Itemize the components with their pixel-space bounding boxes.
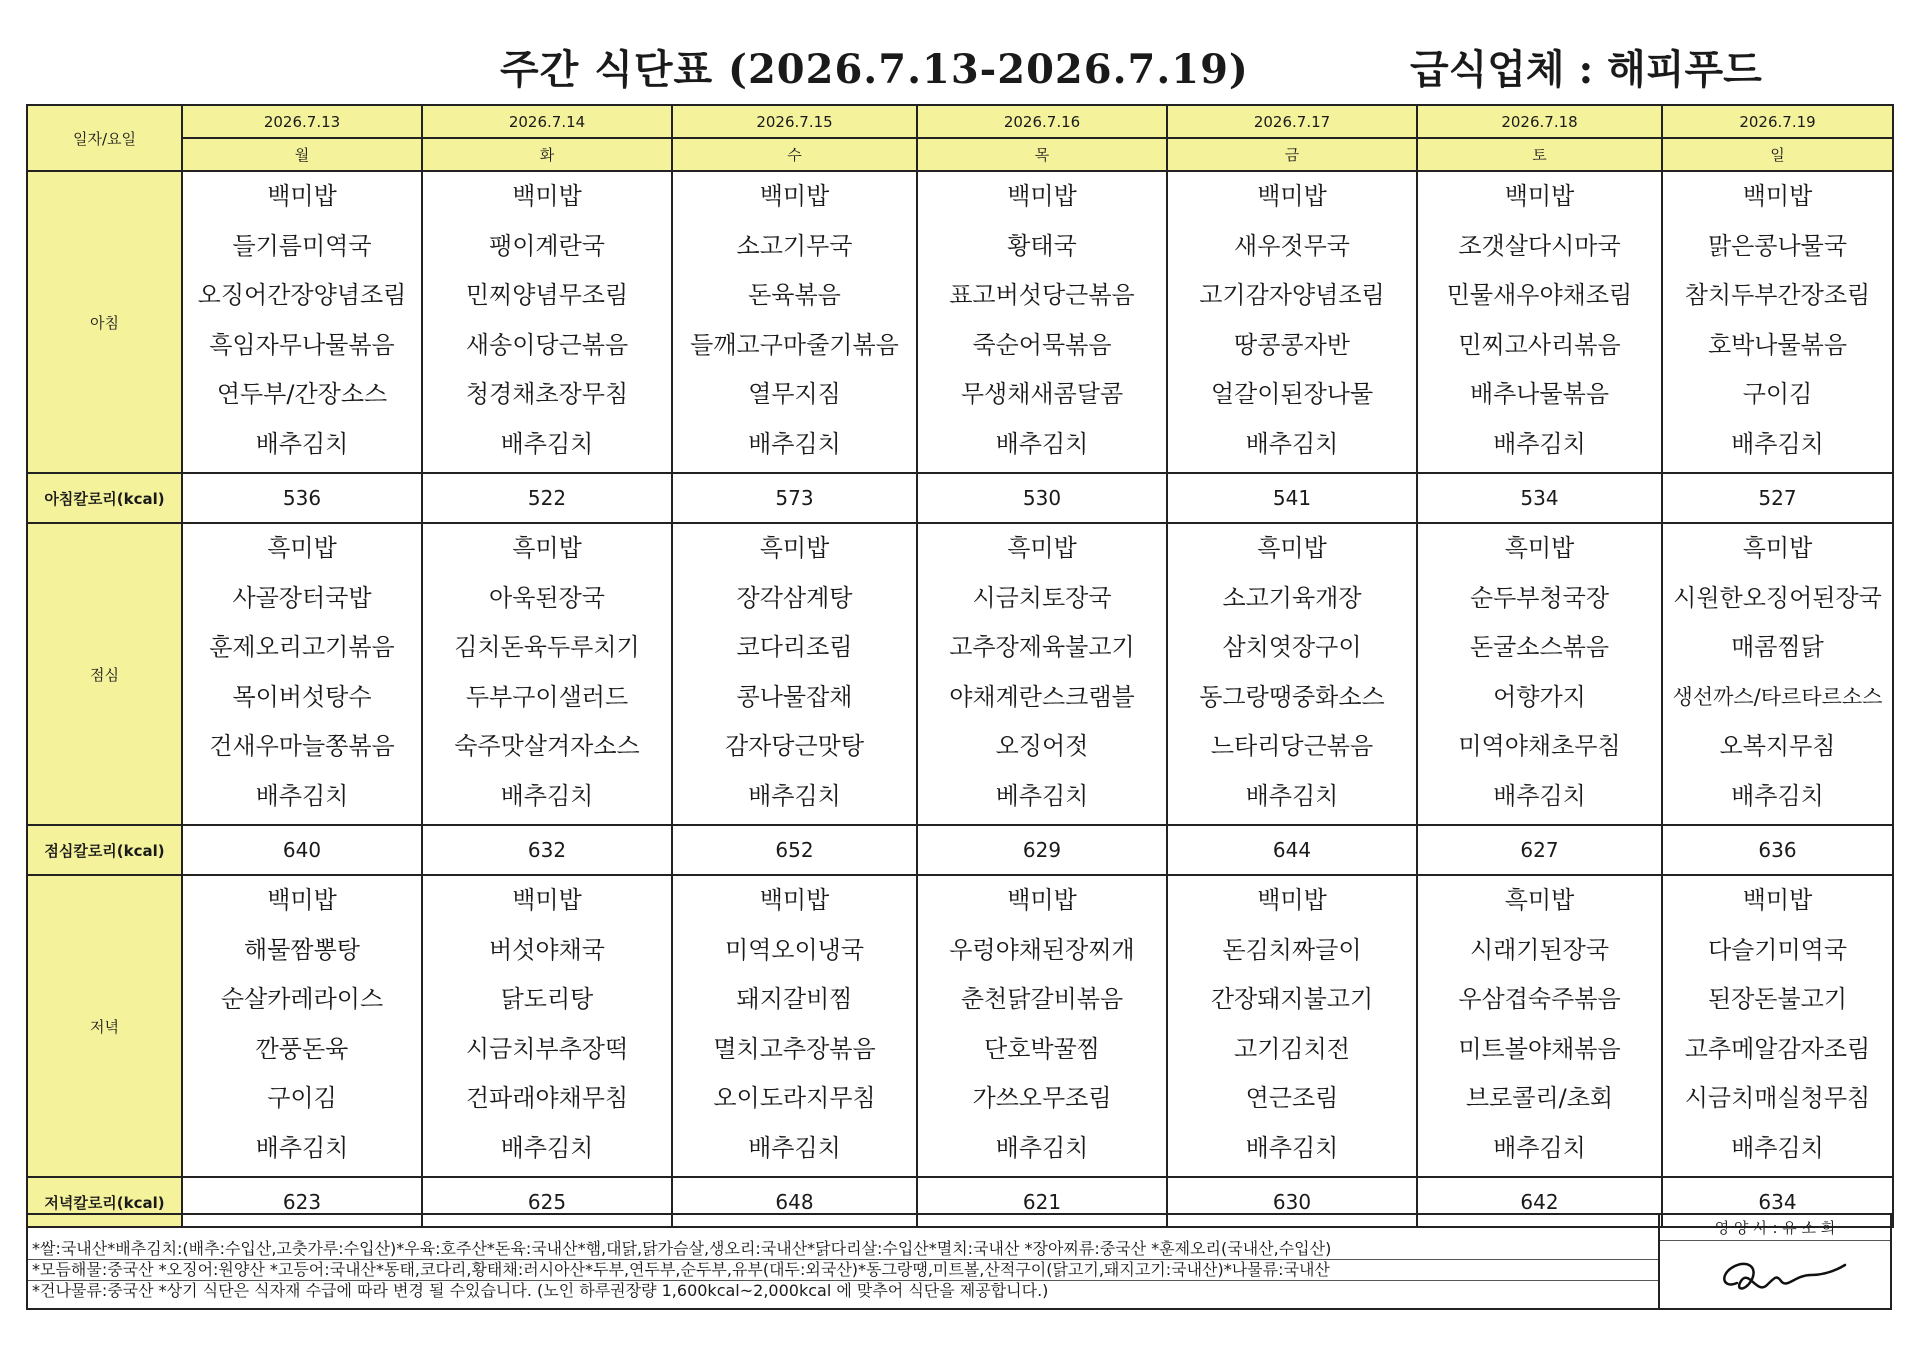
dish-item: 코다리조림 — [736, 633, 853, 661]
dish-item: 배추김치 — [1245, 781, 1339, 810]
dish-item: 팽이계란국 — [489, 231, 605, 260]
dish-item: 고추장제육불고기 — [949, 633, 1135, 661]
dish-item: 브로콜리/초회 — [1465, 1084, 1614, 1112]
dish-item: 무생채새콤달콤 — [960, 380, 1124, 408]
kcal-value: 534 — [1417, 473, 1662, 523]
weekday-cell: 목 — [917, 138, 1167, 171]
dish-item: 민찌고사리볶음 — [1458, 330, 1621, 359]
dish-item: 흑미밥 — [267, 534, 337, 562]
meal-cell — [182, 875, 422, 1177]
meal-label: 점심 — [27, 523, 182, 825]
date-cell: 2026.7.13 — [182, 105, 422, 138]
dish-item: 호박나물볶음 — [1707, 330, 1848, 359]
weekday-cell: 일 — [1662, 138, 1893, 171]
vendor-label: 급식업체 : 해피푸드 — [1410, 46, 1762, 93]
kcal-row — [27, 473, 1893, 523]
kcal-value: 530 — [917, 473, 1167, 523]
kcal-value: 573 — [672, 473, 917, 523]
meal-cell — [672, 171, 917, 473]
dish-item: 배추김치 — [748, 429, 841, 458]
dish-item: 시금치토장국 — [972, 583, 1112, 612]
dish-item: 백미밥 — [1257, 182, 1327, 210]
dish-item: 백미밥 — [1742, 886, 1813, 914]
kcal-value: 527 — [1662, 473, 1893, 523]
dish-item: 두부구이샐러드 — [465, 682, 629, 711]
dish-item: 백미밥 — [1257, 886, 1327, 914]
dish-item: 배추김치 — [995, 1133, 1089, 1162]
kcal-value: 642 — [1417, 1177, 1662, 1227]
dish-item: 배추김치 — [748, 1133, 841, 1162]
dish-item: 우삼겹숙주볶음 — [1458, 985, 1621, 1013]
dish-item: 느타리당근볶음 — [1210, 732, 1374, 760]
dish-item: 백미밥 — [267, 886, 337, 914]
dish-item: 시원한오징어된장국 — [1673, 583, 1882, 612]
dish-item: 돈김치짜글이 — [1222, 935, 1362, 964]
dish-item: 흑미밥 — [1504, 534, 1575, 562]
dish-item: 배추김치 — [1493, 429, 1586, 458]
dish-item: 들깨고구마줄기볶음 — [690, 330, 899, 359]
dish-item: 배추김치 — [995, 429, 1089, 458]
dish-item: 배추김치 — [255, 429, 349, 458]
dish-item: 베추김치 — [995, 781, 1089, 810]
dish-item: 단호박꿀찜 — [984, 1034, 1100, 1063]
kcal-value: 634 — [1662, 1177, 1893, 1227]
meal-cell — [1417, 523, 1662, 825]
meal-cell — [1167, 875, 1417, 1177]
dish-item: 멸치고추장볶음 — [713, 1034, 876, 1063]
dish-item: 우렁야채된장찌개 — [949, 935, 1135, 964]
kcal-value: 648 — [672, 1177, 917, 1227]
dish-item: 땅콩콩자반 — [1234, 330, 1350, 359]
dish-item: 흑임자무나물볶음 — [209, 330, 395, 359]
dish-item: 백미밥 — [1504, 182, 1575, 210]
kcal-value: 640 — [182, 825, 422, 875]
meal-cell — [1662, 171, 1893, 473]
meal-cell — [1662, 523, 1893, 825]
date-header-row — [27, 105, 1893, 138]
weekday-cell: 화 — [422, 138, 672, 171]
weekday-header-row — [27, 138, 1893, 171]
dish-item: 순두부청국장 — [1469, 583, 1610, 612]
meal-row — [27, 171, 1893, 473]
dish-item: 순살카레라이스 — [220, 985, 384, 1013]
dish-item: 장각삼계탕 — [736, 583, 853, 612]
dish-item: 맑은콩나물국 — [1707, 231, 1848, 260]
dish-item: 배추김치 — [1245, 429, 1339, 458]
dish-item: 얼갈이된장나물 — [1210, 380, 1374, 408]
dish-item: 건새우마늘쫑볶음 — [209, 732, 395, 760]
dish-item: 배추김치 — [1493, 781, 1586, 810]
dish-item: 춘천닭갈비볶음 — [960, 985, 1124, 1013]
meal-cell — [1167, 523, 1417, 825]
dish-item: 동그랑땡중화소스 — [1199, 682, 1385, 711]
meal-cell — [672, 523, 917, 825]
dish-item: 조갯살다시마국 — [1458, 231, 1621, 260]
dish-item: 황태국 — [1007, 231, 1077, 260]
dish-item: 감자당근맛탕 — [724, 732, 865, 760]
dish-item: 흑미밥 — [1504, 886, 1575, 914]
dish-item: 민찌양념무조림 — [465, 281, 629, 309]
kcal-value: 625 — [422, 1177, 672, 1227]
dish-item: 흑미밥 — [512, 534, 582, 562]
dish-item: 배추김치 — [748, 781, 841, 810]
kcal-value: 629 — [917, 825, 1167, 875]
meal-cell — [422, 523, 672, 825]
dish-item: 다슬기미역국 — [1707, 935, 1848, 964]
dish-item: 버섯야채국 — [489, 935, 605, 964]
dish-item: 오이도라지무침 — [713, 1084, 876, 1112]
dish-item: 연두부/간장소스 — [216, 380, 388, 408]
kcal-value: 623 — [182, 1177, 422, 1227]
dish-item: 배추김치 — [500, 429, 594, 458]
row-label-header: 일자/요일 — [27, 105, 182, 171]
dish-item: 연근조림 — [1245, 1084, 1339, 1112]
dish-item: 배추김치 — [500, 1133, 594, 1162]
kcal-value: 536 — [182, 473, 422, 523]
weekday-cell: 수 — [672, 138, 917, 171]
dish-item: 매콤찜닭 — [1731, 633, 1824, 661]
footer-notes — [26, 1213, 1892, 1310]
date-cell: 2026.7.16 — [917, 105, 1167, 138]
dish-item: 백미밥 — [1742, 182, 1813, 210]
dish-item: 백미밥 — [1007, 182, 1077, 210]
kcal-value: 630 — [1167, 1177, 1417, 1227]
page-title: 주간 식단표 (2026.7.13-2026.7.19) — [500, 46, 1249, 93]
dish-item: 오징어젓 — [995, 732, 1089, 760]
dish-item: 시금치부추장떡 — [465, 1034, 629, 1063]
dish-item: 시금치매실청무침 — [1684, 1084, 1871, 1112]
meal-cell — [1417, 875, 1662, 1177]
dish-item: 백미밥 — [759, 886, 830, 914]
menu-table — [26, 104, 1894, 1228]
kcal-value: 652 — [672, 825, 917, 875]
dish-item: 고추메알감자조림 — [1684, 1034, 1871, 1063]
dish-item: 고기김치전 — [1234, 1034, 1350, 1063]
meal-cell — [917, 171, 1167, 473]
note-line: *쌀:국내산*배추김치:(배추:수입산,고춧가루:수입산)*우육:호주산*돈육:국내산*햄,대닭,닭가슴살,생오리:국내산*닭다리살:수입산*멸치:국내산 *장아찌류:중국산 *훈제오리(국내산,수입산) — [28, 1239, 1658, 1260]
dish-item: 야채계란스크램블 — [949, 682, 1135, 711]
dish-item: 해물짬뽕탕 — [244, 935, 360, 964]
dish-item: 깐풍돈육 — [255, 1034, 349, 1063]
dish-item: 김치돈육두루치기 — [454, 633, 640, 661]
dish-item: 흑미밥 — [1257, 534, 1327, 562]
dish-item: 백미밥 — [512, 886, 582, 914]
dish-item: 미역오이냉국 — [724, 935, 865, 964]
dish-item: 간장돼지불고기 — [1210, 985, 1374, 1013]
kcal-label: 저녁칼로리(kcal) — [27, 1177, 182, 1227]
dish-item: 백미밥 — [1007, 886, 1077, 914]
dish-item: 가쓰오무조림 — [972, 1084, 1112, 1112]
dish-item: 새송이당근볶음 — [465, 330, 629, 359]
dish-item: 숙주맛살겨자소스 — [454, 732, 640, 760]
dish-item: 미트볼야채볶음 — [1458, 1034, 1621, 1063]
dietitian-label: 영 양 사 : 유 소 희 — [1660, 1217, 1890, 1241]
meal-cell — [1167, 171, 1417, 473]
dish-item: 배추나물볶음 — [1469, 380, 1610, 408]
date-cell: 2026.7.15 — [672, 105, 917, 138]
dish-item: 배추김치 — [1245, 1133, 1339, 1162]
dish-item: 청경채초장무침 — [465, 380, 629, 408]
kcal-value: 627 — [1417, 825, 1662, 875]
kcal-value: 632 — [422, 825, 672, 875]
meal-label: 저녁 — [27, 875, 182, 1177]
dish-item: 건파래야채무침 — [465, 1084, 629, 1112]
dish-item: 목이버섯탕수 — [232, 682, 372, 711]
dish-item: 백미밥 — [759, 182, 830, 210]
dish-item: 어향가지 — [1493, 682, 1586, 711]
dish-item: 흑미밥 — [1742, 534, 1813, 562]
dish-item: 된장돈불고기 — [1707, 985, 1848, 1013]
note-line: *건나물류:중국산 *상기 식단은 식자재 수급에 따라 변경 될 수있습니다. (노인 하루권장량 1,600kcal~2,000kcal 에 맞추어 식단을 제공합니다.) — [32, 1281, 1049, 1300]
signature-image — [1715, 1245, 1855, 1305]
dish-item: 훈제오리고기볶음 — [209, 633, 395, 661]
dish-item: 표고버섯당근볶음 — [949, 281, 1135, 309]
dish-item: 아욱된장국 — [489, 583, 605, 612]
dish-item: 민물새우야채조림 — [1446, 281, 1633, 309]
dish-item: 콩나물잡채 — [736, 682, 853, 711]
meal-cell — [1662, 875, 1893, 1177]
weekday-cell: 월 — [182, 138, 422, 171]
date-cell: 2026.7.17 — [1167, 105, 1417, 138]
signature-box — [1660, 1215, 1890, 1308]
meal-cell — [422, 171, 672, 473]
dish-item: 고기감자양념조림 — [1199, 281, 1385, 309]
date-cell: 2026.7.14 — [422, 105, 672, 138]
weekday-cell: 금 — [1167, 138, 1417, 171]
kcal-value: 541 — [1167, 473, 1417, 523]
meal-row — [27, 875, 1893, 1177]
meal-cell — [672, 875, 917, 1177]
dish-item: 닭도리탕 — [500, 985, 594, 1013]
dish-item: 참치두부간장조림 — [1684, 281, 1871, 309]
kcal-row — [27, 825, 1893, 875]
kcal-label: 점심칼로리(kcal) — [27, 825, 182, 875]
dish-item: 사골장터국밥 — [232, 583, 372, 612]
date-cell: 2026.7.18 — [1417, 105, 1662, 138]
origin-notes — [28, 1215, 1660, 1308]
dish-item: 소고기무국 — [736, 231, 853, 260]
dish-item: 오징어간장양념조림 — [197, 281, 407, 309]
meal-label: 아침 — [27, 171, 182, 473]
dish-item: 삼치엿장구이 — [1222, 633, 1362, 661]
dish-item: 백미밥 — [267, 182, 337, 210]
dish-item: 흑미밥 — [1007, 534, 1077, 562]
dish-item: 백미밥 — [512, 182, 582, 210]
meal-cell — [422, 875, 672, 1177]
kcal-value: 621 — [917, 1177, 1167, 1227]
dish-item: 들기름미역국 — [232, 231, 372, 260]
meal-cell — [917, 523, 1167, 825]
meal-cell — [1417, 171, 1662, 473]
dish-item: 배추김치 — [255, 1133, 349, 1162]
dish-item: 소고기육개장 — [1222, 583, 1362, 612]
meal-cell — [182, 171, 422, 473]
kcal-value: 636 — [1662, 825, 1893, 875]
dish-item: 돈굴소스볶음 — [1469, 633, 1610, 661]
kcal-value: 644 — [1167, 825, 1417, 875]
note-line: *모듬해물:중국산 *오징어:원양산 *고등어:국내산*동태,코다리,황태채:러시아산*두부,연두부,순두부,유부(대두:외국산)*동그랑땡,미트볼,산적구이(닭고기,돼지고기:국내산)*나물류:국내산 — [28, 1260, 1658, 1281]
dish-item: 오복지무침 — [1719, 732, 1836, 760]
meal-cell — [917, 875, 1167, 1177]
dish-item: 구이김 — [267, 1084, 337, 1112]
dish-item: 새우젓무국 — [1234, 231, 1350, 260]
meal-cell — [182, 523, 422, 825]
meal-row — [27, 523, 1893, 825]
dish-item: 시래기된장국 — [1469, 935, 1610, 964]
dish-item: 배추김치 — [500, 781, 594, 810]
dish-item: 배추김치 — [1493, 1133, 1586, 1162]
dish-item: 배추김치 — [1731, 429, 1824, 458]
dish-item: 생선까스/타르타르소스 — [1672, 684, 1883, 709]
dish-item: 구이김 — [1742, 380, 1813, 408]
dish-item: 열무지짐 — [748, 380, 841, 408]
dish-item: 배추김치 — [1731, 1133, 1824, 1162]
dish-item: 미역야채초무침 — [1458, 732, 1621, 760]
dish-item: 배추김치 — [1731, 781, 1824, 810]
dish-item: 돈육볶음 — [748, 281, 841, 309]
dish-item: 흑미밥 — [759, 534, 830, 562]
date-cell: 2026.7.19 — [1662, 105, 1893, 138]
dish-item: 배추김치 — [255, 781, 349, 810]
weekday-cell: 토 — [1417, 138, 1662, 171]
dish-item: 돼지갈비찜 — [736, 985, 853, 1013]
kcal-label: 아침칼로리(kcal) — [27, 473, 182, 523]
kcal-value: 522 — [422, 473, 672, 523]
dish-item: 죽순어묵볶음 — [972, 330, 1112, 359]
